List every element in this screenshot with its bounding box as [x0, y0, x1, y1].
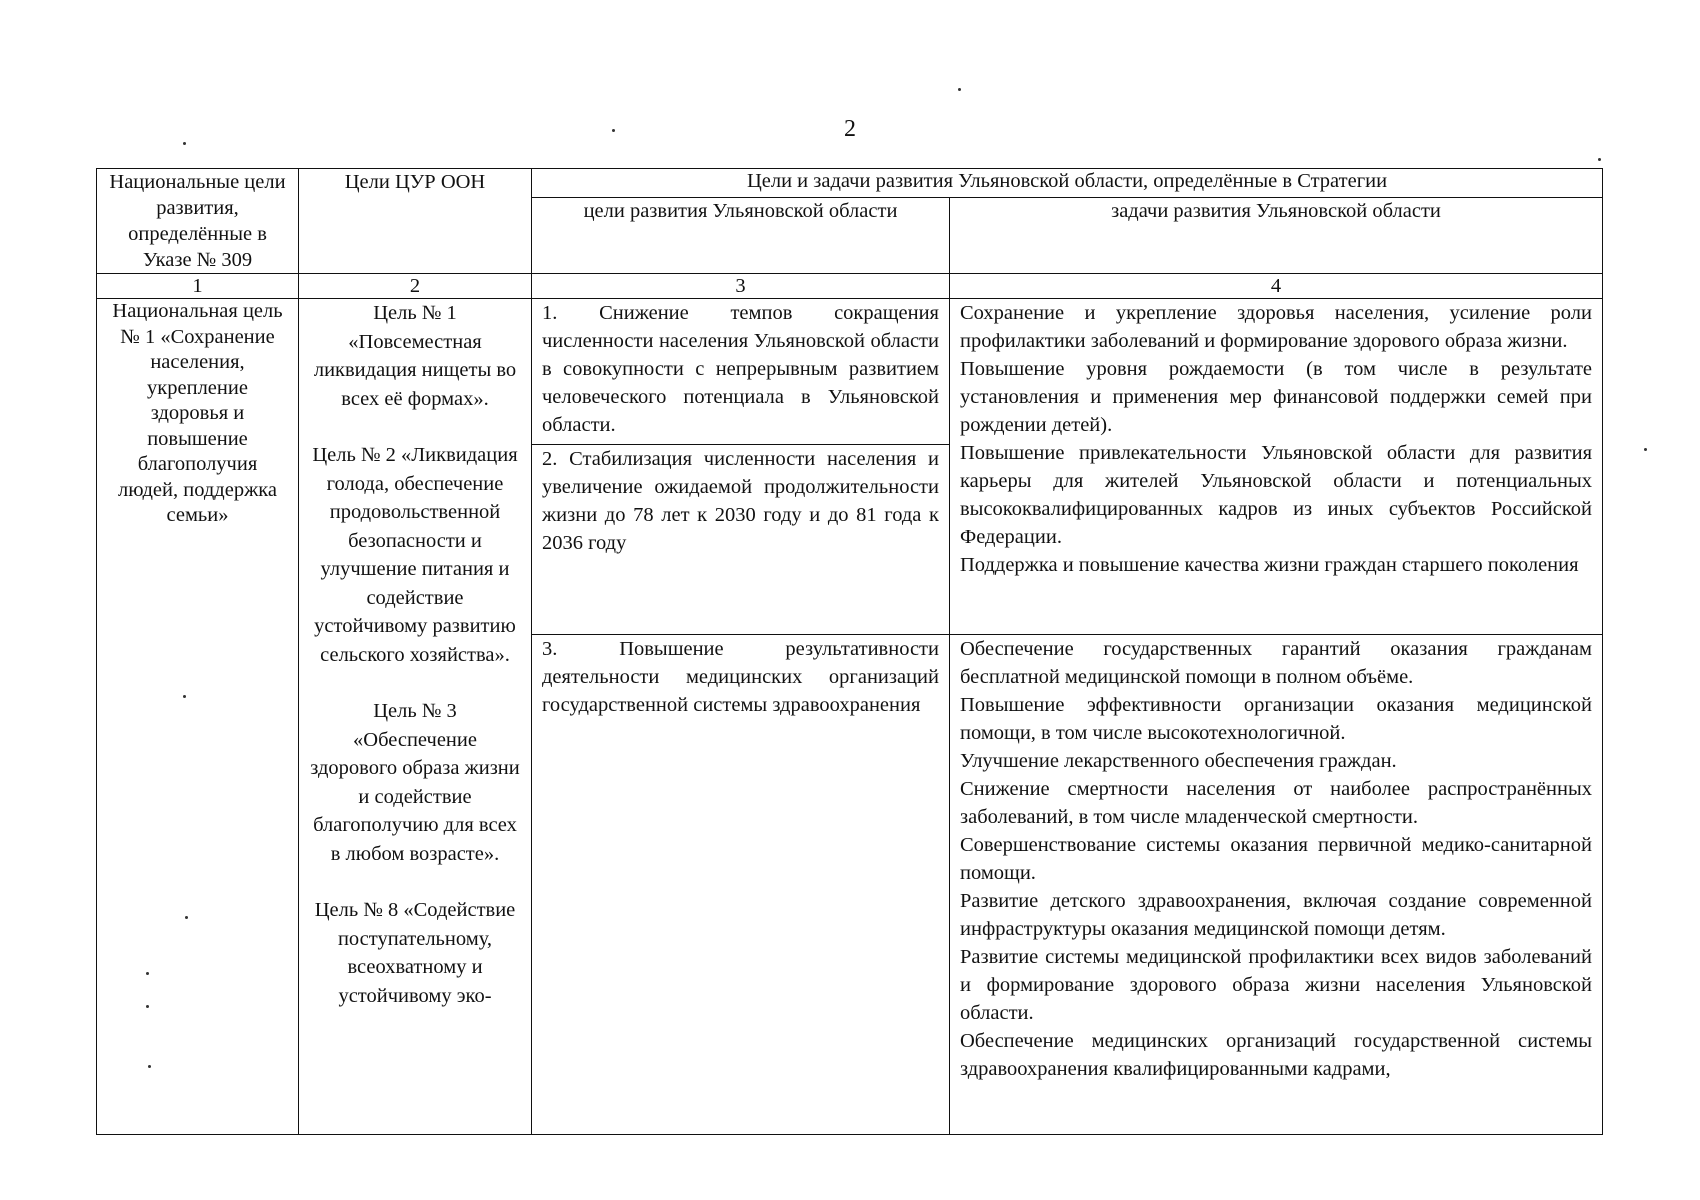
task-item: Развитие детского здравоохранения, включая создание современной инфраструктуры оказания медицинской помощи детям. [960, 890, 1592, 940]
header-region-goals: цели развития Ульяновской области [532, 197, 950, 273]
region-goal-2: 2. Стабилизация численности населения и увеличение ожидаемой продолжительности жизни до 78 лет к 2030 году и до 81 года к 2036 году [532, 445, 950, 635]
un-goal-1: Цель № 1 «Повсеместная ликвидация нищеты во всех её формах». [313, 302, 517, 410]
national-goal-text: Национальная цель № 1 «Сохранение населения, укрепление здоровья и повышение благополучия людей, поддержка семьи» [112, 300, 283, 526]
scan-speck [146, 972, 149, 975]
un-goal-8: Цель № 8 «Содействие поступательному, всеохватному и устойчивому эко- [314, 899, 516, 1007]
un-goals-cell [299, 299, 532, 1135]
scan-speck [183, 695, 186, 698]
task-item: Обеспечение государственных гарантий оказания гражданам бесплатной медицинской помощи в полном объёме. [960, 638, 1592, 688]
un-goal-3: Цель № 3 «Обеспечение здорового образа жизни и содействие благополучию для всех в любом возрасте». [310, 700, 520, 865]
header-national-goals: Национальные цели развития, определённые в Указе № 309 [97, 169, 299, 274]
region-goal-1: 1. Снижение темпов сокращения численности населения Ульяновской области в совокупности с непрерывным развитием человеческого потенциала в Ульяновской области. [532, 299, 950, 445]
header-strategy-group: Цели и задачи развития Ульяновской области, определённые в Стратегии [532, 169, 1603, 198]
column-number-4: 4 [950, 274, 1603, 299]
header-region-tasks: задачи развития Ульяновской области [950, 197, 1603, 273]
task-item: Повышение уровня рождаемости (в том числе в результате установления и применения мер финансовой поддержки семей при рождении детей). [960, 358, 1592, 436]
national-goal-cell [97, 299, 299, 1135]
task-item: Развитие системы медицинской профилактики всех видов заболеваний и формирование здорового образа жизни населения Ульяновской области. [960, 946, 1592, 1024]
column-number-1: 1 [97, 274, 299, 299]
goals-table [96, 168, 1603, 1135]
task-item: Совершенствование системы оказания первичной медико-санитарной помощи. [960, 834, 1592, 884]
scan-speck [1644, 448, 1647, 451]
column-number-2: 2 [299, 274, 532, 299]
header-un-goals: Цели ЦУР ООН [299, 169, 532, 274]
scan-speck [185, 916, 188, 919]
task-item: Поддержка и повышение качества жизни граждан старшего поколения [960, 554, 1579, 576]
page-number: 2 [844, 116, 856, 142]
scan-speck [1598, 158, 1601, 161]
scan-speck [612, 129, 615, 132]
column-number-3: 3 [532, 274, 950, 299]
scan-speck [958, 88, 961, 91]
task-item: Снижение смертности населения от наиболее распространённых заболеваний, в том числе младенческой смертности. [960, 778, 1592, 828]
tasks-group-b [950, 635, 1603, 1135]
un-goal-2: Цель № 2 «Ликвидация голода, обеспечение продовольственной безопасности и улучшение питания и содействие устойчивому развитию сельского хозяйства». [312, 444, 518, 666]
task-item: Улучшение лекарственного обеспечения граждан. [960, 750, 1397, 772]
region-goal-3: 3. Повышение результативности деятельности медицинских организаций государственной системы здравоохранения [532, 635, 950, 1135]
scan-speck [146, 1005, 149, 1008]
task-item: Обеспечение медицинских организаций государственной системы здравоохранения квалифицированными кадрами, [960, 1030, 1592, 1080]
task-item: Повышение эффективности организации оказания медицинской помощи, в том числе высокотехнологичной. [960, 694, 1592, 744]
scan-speck [148, 1065, 151, 1068]
task-item: Сохранение и укрепление здоровья населения, усиление роли профилактики заболеваний и формирование здорового образа жизни. [960, 302, 1592, 352]
tasks-group-a [950, 299, 1603, 635]
scan-speck [183, 142, 186, 145]
task-item: Повышение привлекательности Ульяновской области для развития карьеры для жителей Ульяновской области и потенциальных высококвалифицированных кадров из иных субъектов Российской Федерации. [960, 442, 1592, 548]
